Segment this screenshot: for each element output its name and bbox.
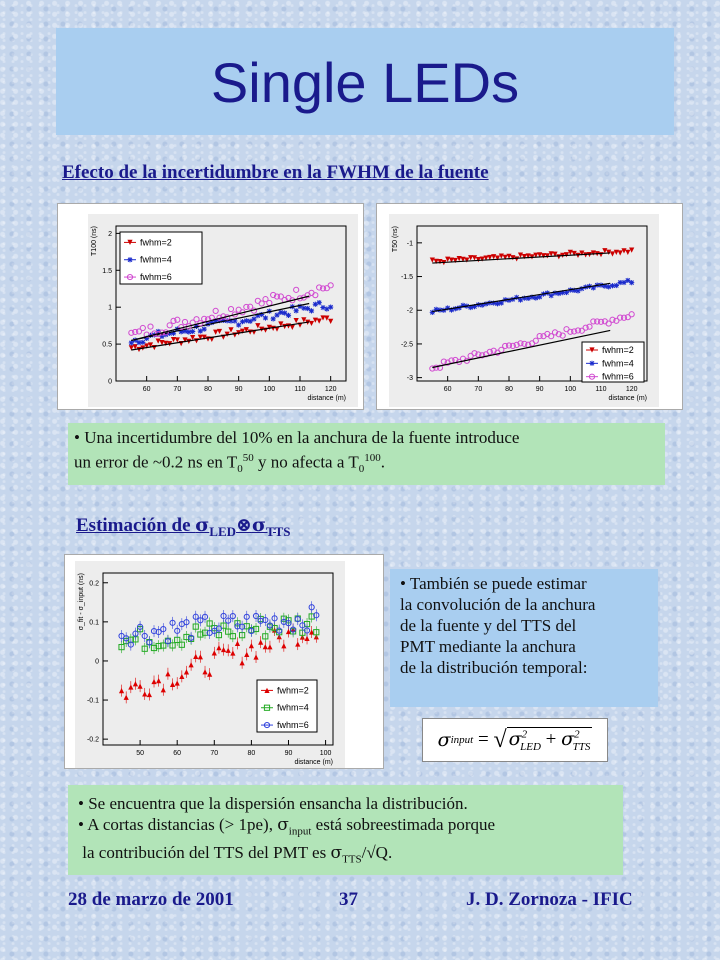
data-point — [271, 316, 276, 321]
section2-heading: Estimación de $\sigma_{LED}\otimes\sigma_{TTS}$ — [76, 514, 291, 539]
data-point — [129, 340, 134, 345]
legend-label: fwhm=6 — [140, 272, 172, 283]
note-convolution: • También se puede estimar la convolución de la anchura de la fuente y del TTS del PMT mediante la anchura de la distribución temporal: — [390, 569, 658, 707]
y-tick-label: 0 — [108, 378, 112, 386]
x-tick-label: 110 — [595, 386, 607, 393]
plot-t100 — [57, 203, 364, 410]
y-tick-label: -1.5 — [400, 274, 413, 282]
page-title: Single LEDs — [210, 51, 520, 114]
data-point — [294, 308, 299, 313]
y-tick-label: -2.5 — [400, 341, 413, 349]
legend-label: fwhm=4 — [277, 702, 309, 713]
legend-label: fwhm=6 — [602, 371, 634, 382]
note-dispersion: • Se encuentra que la dispersión ensancha la distribución. • A cortas distancias (> 1pe), $\sigma_{input}$ está sobreestimada porque la contribución del TTS del PMT es $\sigma_{TTS}/√Q$. — [68, 785, 623, 875]
data-point — [282, 310, 287, 315]
x-tick-label: 80 — [247, 750, 256, 757]
y-axis-label: σ_fit - σ_input (ns) — [78, 573, 85, 631]
x-tick-label: 120 — [324, 386, 337, 393]
section1-heading: Efecto de la incertidumbre en la FWHM de la fuente — [62, 162, 489, 183]
data-point — [127, 257, 132, 262]
y-tick-label: 0.2 — [89, 580, 99, 588]
y-tick-label: -3 — [406, 375, 413, 383]
data-point — [190, 329, 195, 334]
plot-sigma-diff — [64, 554, 384, 769]
x-tick-label: 60 — [443, 386, 452, 393]
data-point — [240, 319, 245, 324]
x-tick-label: 60 — [142, 386, 151, 393]
legend-label: fwhm=4 — [140, 254, 172, 265]
x-tick-label: 70 — [210, 750, 219, 757]
y-tick-label: 0.1 — [89, 619, 99, 627]
data-point — [430, 310, 435, 315]
data-point — [309, 308, 314, 313]
y-tick-label: 1 — [108, 304, 112, 312]
y-tick-label: 2 — [108, 230, 112, 238]
plot-t50 — [376, 203, 683, 410]
footer-date: 28 de marzo de 2001 — [68, 889, 234, 910]
y-tick-label: 0 — [95, 658, 99, 666]
data-point — [614, 283, 619, 288]
x-tick-label: 90 — [535, 386, 544, 393]
x-tick-label: 110 — [294, 386, 306, 393]
x-tick-label: 70 — [173, 386, 182, 393]
footer-author: J. D. Zornoza - IFIC — [466, 889, 633, 910]
legend-label: fwhm=2 — [140, 237, 172, 248]
x-tick-label: 80 — [204, 386, 212, 393]
legend-label: fwhm=2 — [602, 345, 634, 355]
x-axis-label: distance (m) — [307, 395, 346, 402]
y-tick-label: 0.5 — [102, 341, 112, 349]
note-fwhm-effect: • Una incertidumbre del 10% en la anchura de la fuente introduce un error de ~0.2 ns en $T_0^{50}$ y no afecta a $T_0^{100}$. — [68, 423, 665, 485]
footer-page-number: 37 — [339, 889, 358, 910]
y-tick-label: -1 — [406, 240, 413, 248]
x-tick-label: 100 — [319, 750, 332, 757]
data-point — [202, 327, 207, 332]
x-tick-label: 90 — [234, 386, 243, 393]
legend-label: fwhm=4 — [602, 358, 634, 369]
data-point — [629, 280, 634, 285]
x-tick-label: 100 — [564, 386, 577, 393]
data-point — [263, 315, 268, 320]
x-tick-label: 100 — [263, 386, 276, 393]
y-axis-label: T50 (ns) — [392, 226, 399, 253]
data-point — [140, 340, 145, 345]
x-tick-label: 70 — [474, 386, 483, 393]
y-tick-label: -0.2 — [86, 736, 99, 744]
x-axis-label: distance (m) — [608, 395, 647, 402]
y-tick-label: -2 — [406, 307, 413, 315]
x-tick-label: 120 — [625, 386, 638, 393]
data-point — [606, 284, 611, 289]
x-tick-label: 80 — [505, 386, 513, 393]
data-point — [549, 293, 554, 298]
data-point — [244, 318, 249, 323]
data-point — [278, 310, 283, 315]
data-point — [589, 361, 594, 366]
y-tick-label: -0.1 — [86, 697, 99, 705]
title-banner — [56, 28, 674, 135]
data-point — [305, 306, 310, 311]
x-tick-label: 50 — [136, 750, 144, 757]
data-point — [317, 300, 322, 305]
x-tick-label: 60 — [173, 750, 182, 757]
y-tick-label: 1.5 — [102, 267, 112, 275]
data-point — [533, 295, 538, 300]
data-point — [286, 313, 291, 318]
legend-label: fwhm=2 — [277, 685, 309, 696]
bullet: • — [74, 428, 80, 447]
data-point — [274, 312, 279, 317]
y-axis-label: T100 (ns) — [91, 226, 98, 256]
x-axis-label: distance (m) — [294, 759, 333, 766]
x-tick-label: 90 — [284, 750, 293, 757]
data-point — [328, 305, 333, 310]
legend-label: fwhm=6 — [277, 720, 309, 731]
sigma-formula: σ input = √ $\sigma^2_{LED} + \sigma^2_{TTS}$ — [422, 718, 608, 762]
